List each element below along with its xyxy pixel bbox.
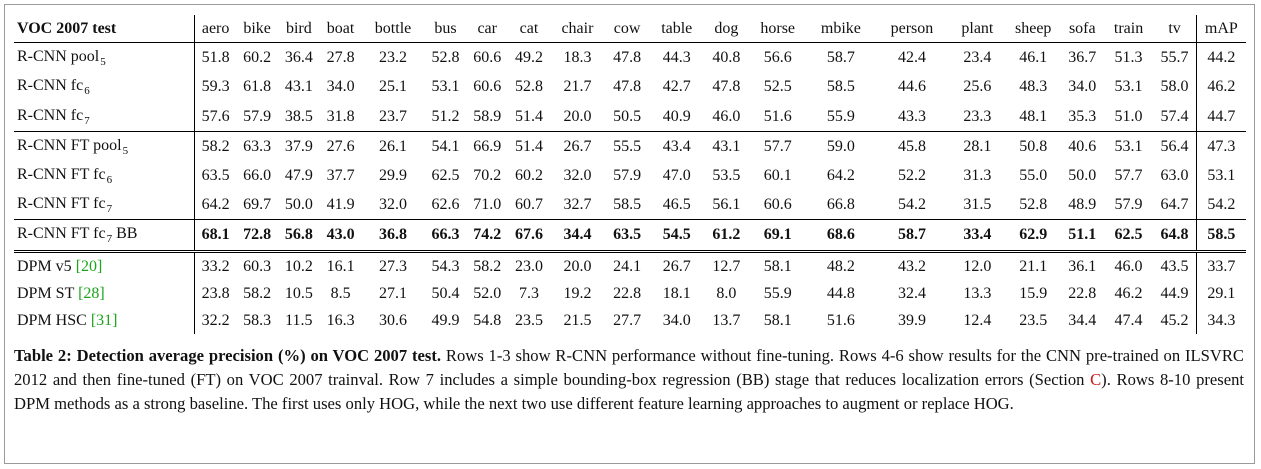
layer-subscript: 7	[106, 233, 113, 246]
ap-cell: 51.1	[1061, 220, 1104, 251]
ap-cell: 52.2	[897, 167, 926, 185]
ap-cell: 12.4	[963, 312, 992, 330]
ap-cell: 67.6	[508, 220, 550, 251]
header-row	[14, 15, 1246, 43]
ap-cell: 40.9	[662, 107, 691, 125]
ap-cell: 59.3	[201, 78, 230, 96]
column-header-plant: plant	[949, 15, 1005, 43]
ap-cell: 27.7	[613, 312, 642, 330]
map-cell: 44.2	[1196, 43, 1246, 73]
method-name	[14, 161, 195, 190]
ap-cell: 51.8	[201, 49, 230, 67]
method-label: R-CNN FT fc	[17, 195, 106, 213]
ap-cell: 36.4	[284, 49, 313, 67]
column-header-aero: aero	[195, 15, 237, 43]
ap-cell: 63.0	[1160, 167, 1189, 185]
ap-cell: 50.5	[613, 107, 642, 125]
ap-cell: 15.9	[1019, 284, 1048, 302]
ap-cell: 12.0	[949, 251, 1005, 280]
ap-cell: 42.7	[662, 78, 691, 96]
method-suffix: BB	[112, 225, 138, 243]
ap-cell: 40.6	[1061, 131, 1104, 161]
ap-cell: 50.0	[1068, 167, 1097, 185]
ap-cell: 10.2	[278, 251, 320, 280]
ap-cell: 36.1	[1061, 251, 1104, 280]
table-row	[14, 251, 1246, 280]
ap-cell: 46.5	[662, 196, 691, 214]
section-link[interactable]: C	[1090, 370, 1102, 390]
ap-cell: 69.7	[243, 196, 272, 214]
table-row	[14, 307, 1246, 334]
ap-cell: 8.0	[716, 284, 737, 302]
table-row	[14, 161, 1246, 190]
ap-cell: 60.2	[243, 49, 272, 67]
ap-cell: 31.3	[963, 167, 992, 185]
ap-cell: 50.4	[431, 284, 460, 302]
ap-cell: 60.6	[473, 78, 502, 96]
column-header-sofa: sofa	[1061, 15, 1104, 43]
ap-cell: 58.7	[875, 220, 949, 251]
ap-cell: 60.2	[514, 167, 543, 185]
map-cell: 29.1	[1196, 280, 1246, 307]
method-label: DPM HSC	[17, 312, 91, 330]
ap-cell: 16.3	[326, 312, 355, 330]
ap-cell: 31.5	[963, 196, 992, 214]
ap-cell: 55.9	[763, 284, 792, 302]
method-name	[14, 307, 195, 334]
table-row	[14, 190, 1246, 220]
ap-cell: 55.7	[1160, 49, 1189, 67]
ap-cell: 70.2	[473, 167, 502, 185]
ap-cell: 71.0	[473, 196, 502, 214]
map-cell: 44.7	[1196, 102, 1246, 132]
ap-cell: 66.8	[826, 196, 855, 214]
column-header-map: mAP	[1196, 15, 1246, 43]
ap-cell: 64.2	[826, 167, 855, 185]
ap-cell: 44.8	[826, 284, 855, 302]
ap-cell: 63.3	[236, 131, 278, 161]
citation-link[interactable]: [20]	[75, 257, 103, 275]
ap-cell: 27.3	[361, 251, 424, 280]
ap-cell: 31.8	[326, 107, 355, 125]
ap-cell: 47.8	[613, 78, 642, 96]
ap-cell: 58.2	[243, 284, 272, 302]
caption-text: Rows 1-3 show R-CNN performance without fine-tuning. Rows 4-6 show results for the CNN pre-trained on ILSVRC 2012 and then fine-tuned (FT) on VOC 2007 trainval. Row 7 includes a simple bounding-box regression (BB) stage that reduces localization errors (Section	[14, 346, 1244, 390]
ap-cell: 52.8	[514, 78, 543, 96]
ap-cell: 18.3	[563, 49, 592, 67]
ap-cell: 58.5	[826, 78, 855, 96]
ap-cell: 66.3	[425, 220, 467, 251]
ap-cell: 61.2	[704, 220, 748, 251]
ap-cell: 30.6	[379, 312, 408, 330]
ap-cell: 57.7	[748, 131, 807, 161]
ap-cell: 47.8	[613, 49, 642, 67]
table-row	[14, 280, 1246, 307]
ap-cell: 43.1	[284, 78, 313, 96]
ap-cell: 48.3	[1019, 78, 1048, 96]
ap-cell: 57.9	[613, 167, 642, 185]
ap-cell: 27.1	[379, 284, 408, 302]
ap-cell: 62.5	[1104, 220, 1154, 251]
ap-cell: 23.8	[201, 284, 230, 302]
ap-cell: 40.8	[712, 49, 741, 67]
ap-cell: 51.4	[508, 131, 550, 161]
ap-cell: 34.0	[1068, 78, 1097, 96]
ap-cell: 61.8	[243, 78, 272, 96]
ap-cell: 60.3	[236, 251, 278, 280]
column-header-boat: boat	[320, 15, 362, 43]
ap-cell: 52.0	[473, 284, 502, 302]
method-label: R-CNN fc	[17, 77, 84, 95]
ap-cell: 28.1	[949, 131, 1005, 161]
method-label: DPM v5	[17, 257, 76, 275]
map-cell: 47.3	[1196, 131, 1246, 161]
ap-cell: 58.9	[473, 107, 502, 125]
column-header-sheep: sheep	[1006, 15, 1061, 43]
method-name	[14, 220, 195, 251]
ap-cell: 66.9	[466, 131, 508, 161]
ap-cell: 62.5	[431, 167, 460, 185]
ap-cell: 63.5	[201, 167, 230, 185]
ap-cell: 51.2	[431, 107, 460, 125]
column-header-train: train	[1104, 15, 1154, 43]
ap-cell: 57.7	[1114, 167, 1143, 185]
ap-cell: 72.8	[236, 220, 278, 251]
ap-cell: 32.7	[563, 196, 592, 214]
ap-cell: 32.0	[563, 167, 592, 185]
ap-cell: 20.0	[563, 107, 592, 125]
ap-cell: 48.2	[807, 251, 875, 280]
corner-label: VOC 2007 test	[14, 15, 195, 43]
ap-cell: 41.9	[326, 196, 355, 214]
ap-cell: 44.6	[897, 78, 926, 96]
ap-cell: 55.0	[1019, 167, 1048, 185]
table-row	[14, 131, 1246, 161]
ap-cell: 50.0	[284, 196, 313, 214]
column-header-mbike: mbike	[807, 15, 875, 43]
ap-cell: 60.6	[473, 49, 502, 67]
method-name	[14, 280, 195, 307]
ap-cell: 13.3	[963, 284, 992, 302]
ap-cell: 36.7	[1068, 49, 1097, 67]
results-table	[14, 15, 1246, 334]
layer-subscript: 5	[100, 56, 106, 69]
ap-cell: 56.8	[278, 220, 320, 251]
ap-cell: 38.5	[284, 107, 313, 125]
ap-cell: 64.2	[201, 196, 230, 214]
ap-cell: 54.3	[425, 251, 467, 280]
ap-cell: 45.8	[875, 131, 949, 161]
ap-cell: 23.3	[963, 107, 992, 125]
ap-cell: 23.5	[1019, 312, 1048, 330]
ap-cell: 53.1	[1114, 78, 1143, 96]
ap-cell: 53.5	[712, 167, 741, 185]
column-header-tv: tv	[1153, 15, 1196, 43]
ap-cell: 62.6	[431, 196, 460, 214]
ap-cell: 51.6	[763, 107, 792, 125]
ap-cell: 45.2	[1160, 312, 1189, 330]
table-row	[14, 43, 1246, 73]
column-header-bottle: bottle	[361, 15, 424, 43]
ap-cell: 21.1	[1006, 251, 1061, 280]
ap-cell: 53.1	[431, 78, 460, 96]
ap-cell: 34.0	[326, 78, 355, 96]
citation-link[interactable]: [28]	[78, 284, 105, 302]
ap-cell: 32.2	[201, 312, 230, 330]
map-cell: 34.3	[1196, 307, 1246, 334]
ap-cell: 58.2	[195, 131, 237, 161]
ap-cell: 58.3	[243, 312, 272, 330]
ap-cell: 27.6	[320, 131, 362, 161]
caption-title: Table 2: Detection average precision (%) on VOC 2007 test.	[14, 346, 442, 366]
ap-cell: 7.3	[518, 284, 539, 302]
layer-subscript: 7	[106, 203, 113, 216]
layer-subscript: 6	[106, 174, 113, 187]
ap-cell: 54.2	[897, 196, 926, 214]
table-row	[14, 72, 1246, 101]
column-header-cat: cat	[508, 15, 550, 43]
ap-cell: 33.4	[949, 220, 1005, 251]
ap-cell: 37.7	[326, 167, 355, 185]
ap-cell: 48.1	[1019, 107, 1048, 125]
ap-cell: 8.5	[330, 284, 351, 302]
ap-cell: 64.7	[1160, 196, 1189, 214]
ap-cell: 25.6	[963, 78, 992, 96]
column-header-chair: chair	[550, 15, 605, 43]
map-cell: 54.2	[1196, 190, 1246, 220]
method-label: R-CNN pool	[17, 48, 100, 66]
table-figure	[14, 15, 1246, 416]
citation-link[interactable]: [31]	[90, 312, 118, 330]
method-label: DPM ST	[17, 284, 79, 302]
method-label: R-CNN FT fc	[17, 225, 106, 243]
ap-cell: 57.9	[1114, 196, 1143, 214]
ap-cell: 36.8	[361, 220, 424, 251]
column-header-table: table	[649, 15, 704, 43]
ap-cell: 50.8	[1006, 131, 1061, 161]
ap-cell: 58.1	[763, 312, 792, 330]
ap-cell: 68.6	[807, 220, 875, 251]
ap-cell: 53.1	[1104, 131, 1154, 161]
ap-cell: 51.0	[1114, 107, 1143, 125]
ap-cell: 54.1	[425, 131, 467, 161]
ap-cell: 19.2	[563, 284, 592, 302]
ap-cell: 58.0	[1160, 78, 1189, 96]
ap-cell: 20.0	[550, 251, 605, 280]
ap-cell: 26.7	[550, 131, 605, 161]
ap-cell: 26.1	[361, 131, 424, 161]
ap-cell: 46.0	[712, 107, 741, 125]
column-header-bus: bus	[425, 15, 467, 43]
ap-cell: 62.9	[1006, 220, 1061, 251]
ap-cell: 47.9	[284, 167, 313, 185]
ap-cell: 35.3	[1068, 107, 1097, 125]
ap-cell: 43.1	[704, 131, 748, 161]
ap-cell: 34.4	[550, 220, 605, 251]
ap-cell: 42.4	[897, 49, 926, 67]
ap-cell: 21.7	[563, 78, 592, 96]
ap-cell: 52.8	[431, 49, 460, 67]
method-name	[14, 43, 195, 73]
ap-cell: 23.4	[963, 49, 992, 67]
ap-cell: 47.4	[1114, 312, 1143, 330]
ap-cell: 24.1	[605, 251, 649, 280]
table-row	[14, 220, 1246, 251]
method-name	[14, 190, 195, 220]
ap-cell: 60.1	[763, 167, 792, 185]
ap-cell: 29.9	[379, 167, 408, 185]
ap-cell: 43.4	[649, 131, 704, 161]
ap-cell: 51.3	[1114, 49, 1143, 67]
ap-cell: 23.5	[514, 312, 543, 330]
map-cell: 53.1	[1196, 161, 1246, 190]
ap-cell: 60.7	[514, 196, 543, 214]
ap-cell: 63.5	[605, 220, 649, 251]
ap-cell: 23.0	[508, 251, 550, 280]
ap-cell: 44.9	[1160, 284, 1189, 302]
ap-cell: 12.7	[704, 251, 748, 280]
ap-cell: 55.9	[826, 107, 855, 125]
ap-cell: 46.1	[1019, 49, 1048, 67]
ap-cell: 25.1	[379, 78, 408, 96]
method-label: R-CNN fc	[17, 106, 84, 124]
ap-cell: 74.2	[466, 220, 508, 251]
ap-cell: 56.6	[763, 49, 792, 67]
layer-subscript: 7	[84, 114, 90, 127]
table-body	[14, 43, 1246, 335]
ap-cell: 46.0	[1104, 251, 1154, 280]
ap-cell: 54.8	[473, 312, 502, 330]
ap-cell: 32.0	[379, 196, 408, 214]
ap-cell: 43.0	[320, 220, 362, 251]
ap-cell: 60.6	[763, 196, 792, 214]
map-cell: 58.5	[1196, 220, 1246, 251]
ap-cell: 66.0	[243, 167, 272, 185]
ap-cell: 59.0	[807, 131, 875, 161]
ap-cell: 58.1	[748, 251, 807, 280]
ap-cell: 54.5	[649, 220, 704, 251]
ap-cell: 34.0	[662, 312, 691, 330]
column-header-person: person	[875, 15, 949, 43]
ap-cell: 64.8	[1153, 220, 1196, 251]
ap-cell: 69.1	[748, 220, 807, 251]
column-header-horse: horse	[748, 15, 807, 43]
method-label: R-CNN FT fc	[17, 166, 106, 184]
ap-cell: 56.1	[712, 196, 741, 214]
ap-cell: 32.4	[897, 284, 926, 302]
ap-cell: 47.8	[712, 78, 741, 96]
layer-subscript: 6	[84, 85, 90, 98]
map-cell: 46.2	[1196, 72, 1246, 101]
ap-cell: 58.7	[826, 49, 855, 67]
ap-cell: 22.8	[1068, 284, 1097, 302]
ap-cell: 48.9	[1068, 196, 1097, 214]
ap-cell: 46.2	[1114, 284, 1143, 302]
ap-cell: 10.5	[284, 284, 313, 302]
ap-cell: 13.7	[712, 312, 741, 330]
ap-cell: 68.1	[195, 220, 237, 251]
column-header-bike: bike	[236, 15, 278, 43]
map-cell: 33.7	[1196, 251, 1246, 280]
table-caption	[14, 344, 1244, 416]
ap-cell: 55.5	[605, 131, 649, 161]
ap-cell: 49.9	[431, 312, 460, 330]
column-header-bird: bird	[278, 15, 320, 43]
ap-cell: 47.0	[662, 167, 691, 185]
ap-cell: 57.9	[243, 107, 272, 125]
ap-cell: 27.8	[326, 49, 355, 67]
column-header-cow: cow	[605, 15, 649, 43]
ap-cell: 22.8	[613, 284, 642, 302]
method-name	[14, 251, 195, 280]
method-label: R-CNN FT pool	[17, 136, 122, 154]
ap-cell: 52.5	[763, 78, 792, 96]
layer-subscript: 5	[122, 144, 129, 157]
ap-cell: 52.8	[1019, 196, 1048, 214]
method-name	[14, 72, 195, 101]
ap-cell: 34.4	[1068, 312, 1097, 330]
ap-cell: 23.2	[379, 49, 408, 67]
method-name	[14, 102, 195, 132]
ap-cell: 26.7	[649, 251, 704, 280]
ap-cell: 23.7	[379, 107, 408, 125]
ap-cell: 43.2	[875, 251, 949, 280]
caption-text-end: ). Rows 8-10 present DPM methods as a strong baseline. The first uses only HOG, while the next two use different feature learning approaches to augment or replace HOG.	[14, 370, 1244, 414]
ap-cell: 57.4	[1160, 107, 1189, 125]
ap-cell: 43.5	[1153, 251, 1196, 280]
ap-cell: 39.9	[897, 312, 926, 330]
ap-cell: 49.2	[514, 49, 543, 67]
ap-cell: 11.5	[285, 312, 313, 330]
ap-cell: 16.1	[320, 251, 362, 280]
table-row	[14, 102, 1246, 132]
ap-cell: 33.2	[195, 251, 237, 280]
ap-cell: 44.3	[662, 49, 691, 67]
ap-cell: 43.3	[897, 107, 926, 125]
column-header-car: car	[466, 15, 508, 43]
ap-cell: 57.6	[201, 107, 230, 125]
ap-cell: 37.9	[278, 131, 320, 161]
ap-cell: 58.2	[466, 251, 508, 280]
ap-cell: 51.4	[514, 107, 543, 125]
ap-cell: 56.4	[1153, 131, 1196, 161]
method-name	[14, 131, 195, 161]
ap-cell: 51.6	[826, 312, 855, 330]
ap-cell: 18.1	[662, 284, 691, 302]
ap-cell: 21.5	[563, 312, 592, 330]
ap-cell: 58.5	[613, 196, 642, 214]
column-header-dog: dog	[704, 15, 748, 43]
